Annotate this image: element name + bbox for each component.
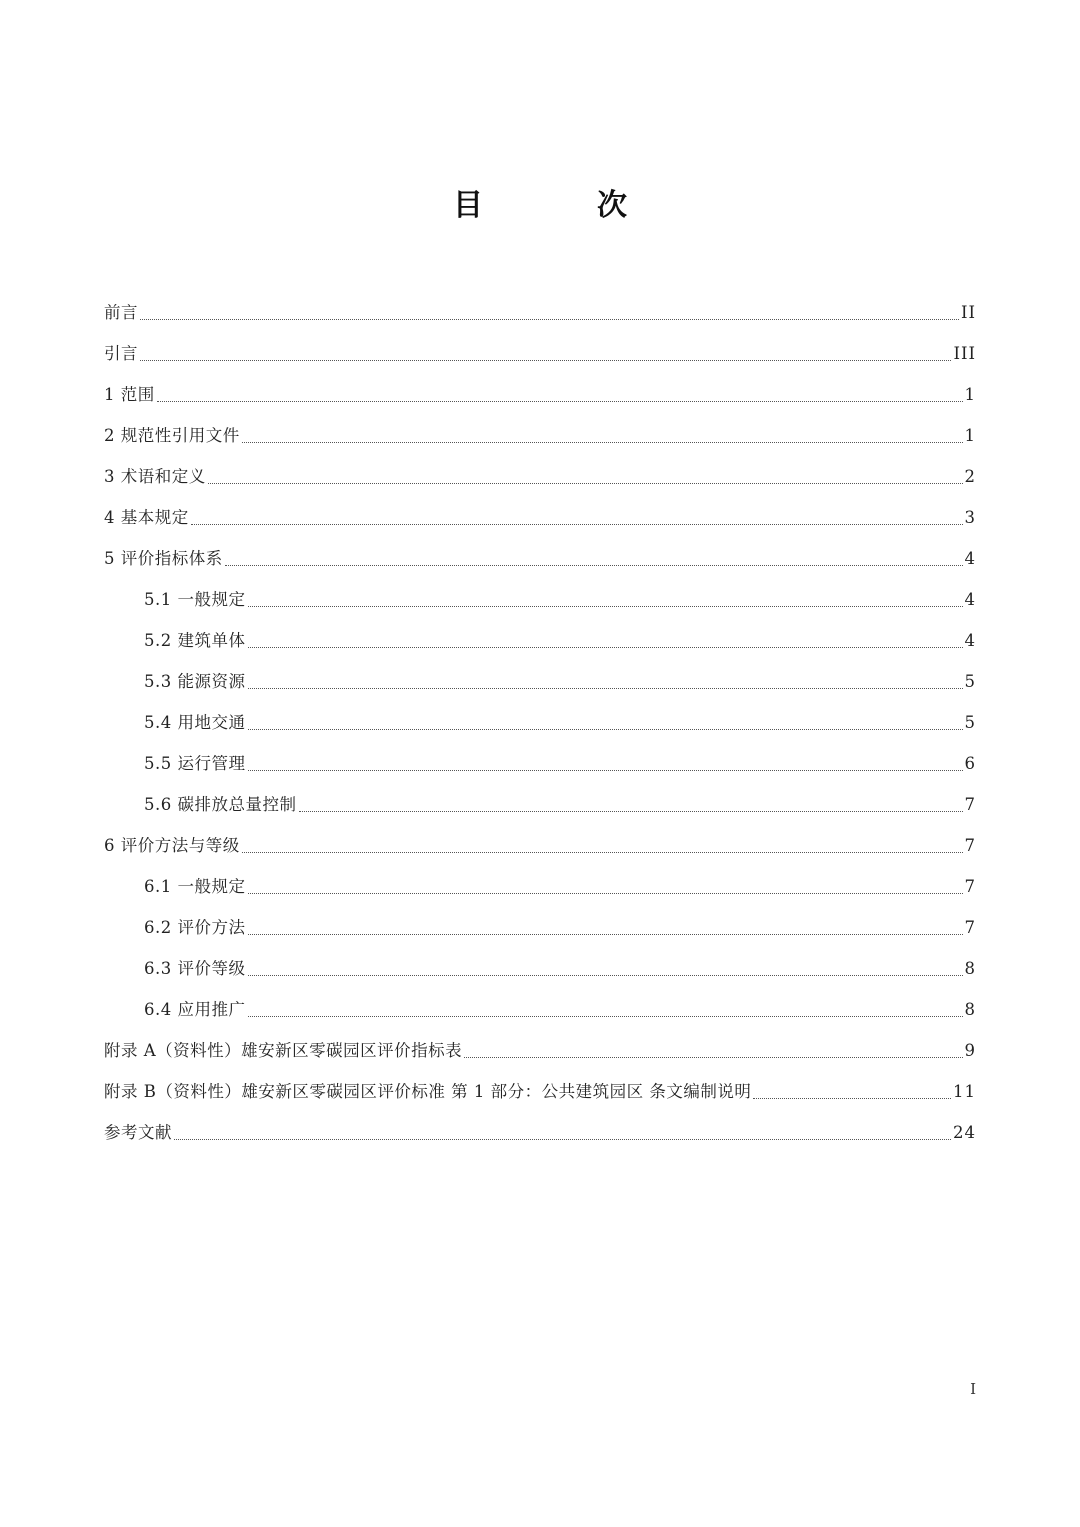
toc-entry-label: 5.2 建筑单体 [144,630,246,650]
toc-entry-label: 5.5 运行管理 [144,753,246,773]
dot-leader [464,1057,962,1058]
toc-entry-label: 1 范围 [104,384,155,404]
toc-entry-page: 24 [953,1122,976,1142]
toc-entry-page: 1 [964,425,976,445]
dot-leader [248,647,963,648]
dot-leader [248,770,963,771]
toc-entry[interactable] [104,948,976,989]
dot-leader [191,524,963,525]
toc-entry-label: 6 评价方法与等级 [104,835,240,855]
toc-entry[interactable] [104,456,976,497]
toc-entry-page: 4 [964,630,976,650]
toc-entry-page: 7 [964,835,976,855]
toc-entry-label: 5.4 用地交通 [144,712,246,732]
toc-entry[interactable] [104,374,976,415]
dot-leader [248,729,963,730]
dot-leader [248,893,963,894]
toc-entry-page: 7 [964,794,976,814]
toc-entry-label: 6.2 评价方法 [144,917,246,937]
dot-leader [248,1016,963,1017]
toc-entry[interactable] [104,866,976,907]
toc-entry-label: 前言 [104,302,138,322]
dot-leader [248,606,963,607]
toc-entry[interactable] [104,333,976,374]
toc-entry[interactable] [104,292,976,333]
table-of-contents [104,292,976,1153]
page-number: I [970,1380,976,1398]
toc-entry-page: 5 [964,671,976,691]
toc-entry-page: 4 [964,589,976,609]
dot-leader [208,483,963,484]
toc-entry-page: 6 [964,753,976,773]
toc-entry[interactable] [104,1030,976,1071]
dot-leader [242,852,963,853]
dot-leader [140,360,951,361]
toc-entry[interactable] [104,743,976,784]
toc-entry-page: 5 [964,712,976,732]
toc-entry-label: 6.3 评价等级 [144,958,246,978]
dot-leader [174,1139,951,1140]
toc-entry[interactable] [104,1112,976,1153]
dot-leader [248,688,963,689]
toc-entry-page: III [953,343,976,363]
dot-leader [157,401,963,402]
toc-entry-label: 3 术语和定义 [104,466,206,486]
toc-entry-label: 4 基本规定 [104,507,189,527]
dot-leader [225,565,963,566]
dot-leader [299,811,963,812]
toc-entry[interactable] [104,415,976,456]
toc-entry-page: 11 [953,1081,976,1101]
toc-entry-label: 5.1 一般规定 [144,589,246,609]
toc-entry-page: 1 [964,384,976,404]
toc-entry-page: II [960,302,976,322]
toc-entry-label: 5 评价指标体系 [104,548,223,568]
toc-entry[interactable] [104,825,976,866]
toc-entry[interactable] [104,497,976,538]
toc-entry[interactable] [104,1071,976,1112]
toc-entry-page: 4 [964,548,976,568]
toc-entry[interactable] [104,702,976,743]
toc-entry-label: 2 规范性引用文件 [104,425,240,445]
dot-leader [242,442,963,443]
toc-entry[interactable] [104,661,976,702]
toc-entry-page: 3 [964,507,976,527]
toc-entry[interactable] [104,784,976,825]
toc-entry[interactable] [104,620,976,661]
dot-leader [140,319,959,320]
toc-entry-label: 5.3 能源资源 [144,671,246,691]
toc-entry-label: 附录 B（资料性）雄安新区零碳园区评价标准 第 1 部分：公共建筑园区 条文编制说明 [104,1081,752,1101]
toc-title: 目 次 [453,188,669,223]
toc-entry[interactable] [104,538,976,579]
toc-entry-label: 6.1 一般规定 [144,876,246,896]
dot-leader [248,975,963,976]
toc-entry-page: 2 [964,466,976,486]
toc-entry[interactable] [104,907,976,948]
toc-entry-label: 6.4 应用推广 [144,999,246,1019]
toc-entry-page: 9 [964,1040,976,1060]
toc-entry-page: 7 [964,876,976,896]
toc-entry[interactable] [104,989,976,1030]
toc-entry[interactable] [104,579,976,620]
dot-leader [753,1098,951,1099]
toc-entry-page: 8 [964,958,976,978]
toc-entry-label: 附录 A（资料性）雄安新区零碳园区评价指标表 [104,1040,463,1060]
toc-entry-page: 7 [964,917,976,937]
dot-leader [248,934,963,935]
toc-entry-label: 参考文献 [104,1122,172,1142]
toc-entry-label: 5.6 碳排放总量控制 [144,794,297,814]
toc-entry-label: 引言 [104,343,138,363]
toc-entry-page: 8 [964,999,976,1019]
